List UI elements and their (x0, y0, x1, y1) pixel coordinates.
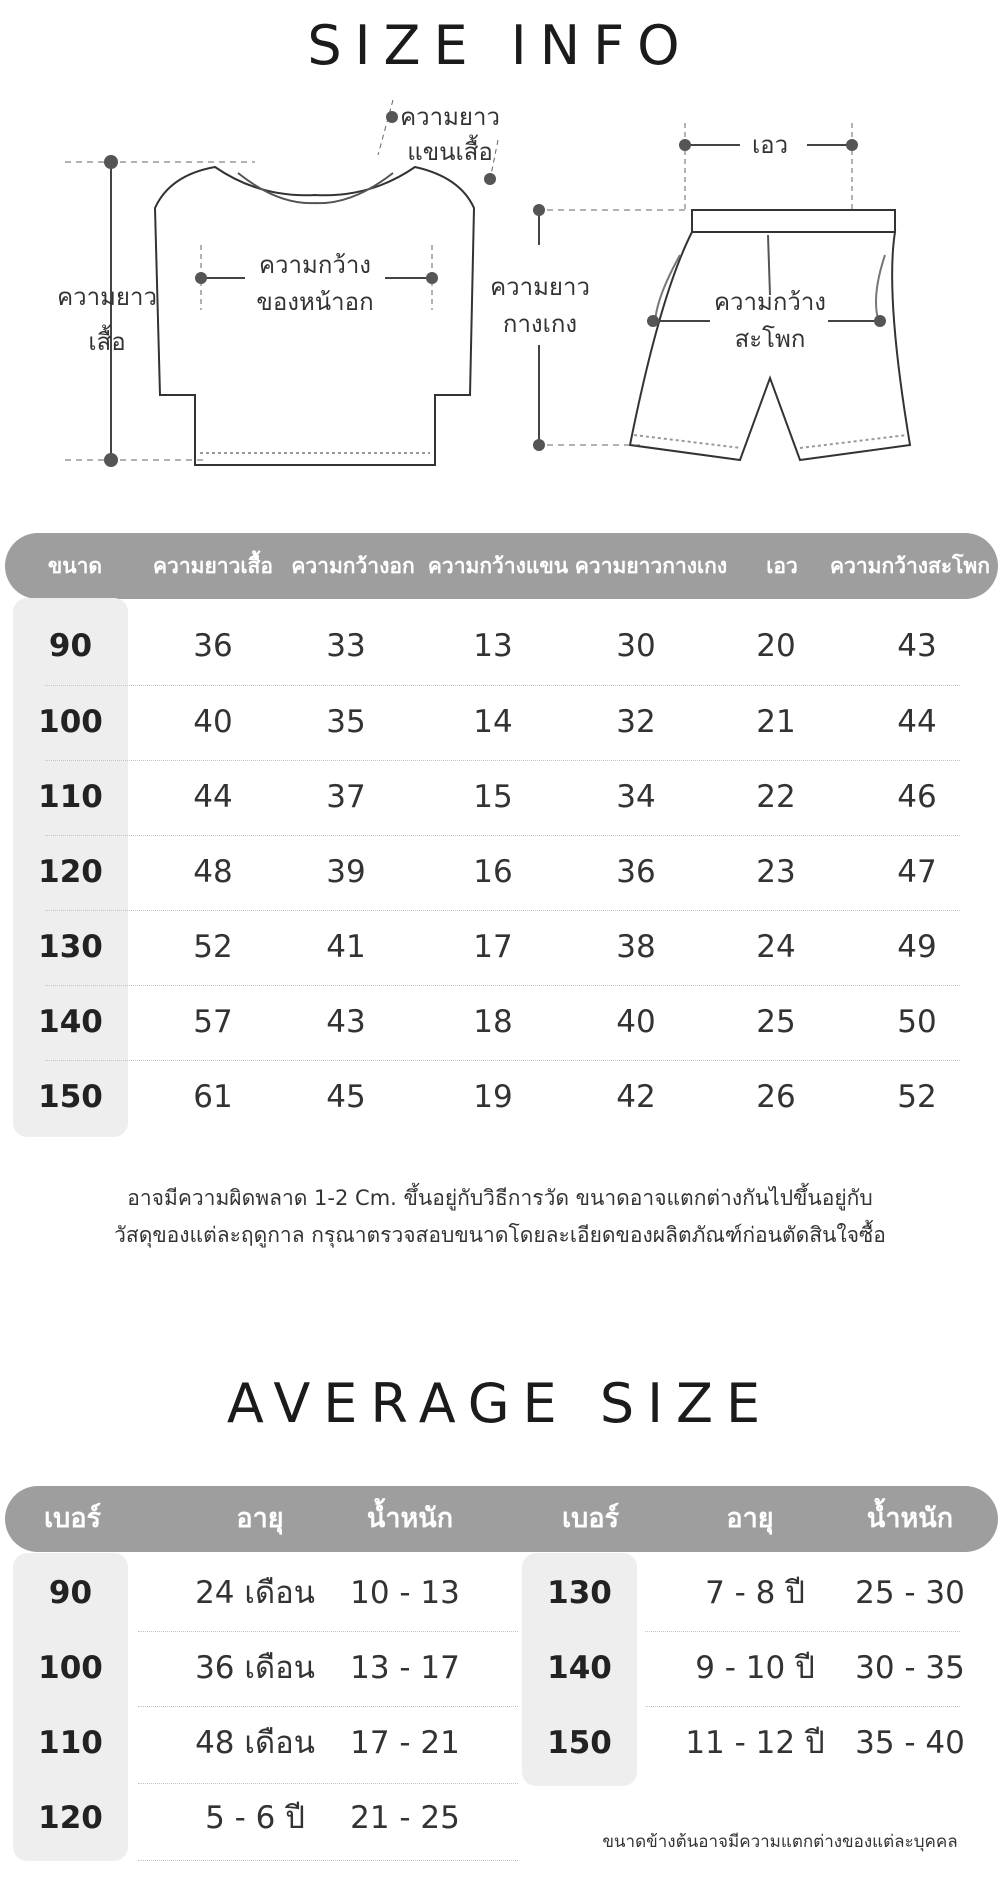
header-number-left: เบอร์ (43, 1503, 102, 1534)
cell-age: 5 - 6 ปี (205, 1800, 305, 1836)
cell-age: 9 - 10 ปี (695, 1650, 815, 1686)
cell-waist: 23 (756, 854, 796, 890)
cell-shirt-length: 40 (193, 704, 233, 740)
cell-size: 100 (38, 704, 103, 740)
cell-sleeve-width: 19 (473, 1079, 513, 1115)
header-weight-left: น้ำหนัก (366, 1503, 454, 1534)
table-row (520, 1706, 1000, 1781)
header-waist: เอว (766, 554, 798, 578)
shirt-illustration (155, 167, 474, 465)
header-pants-length: ความยาวกางเกง (574, 554, 728, 578)
cell-pants-length: 36 (616, 854, 656, 890)
cell-size: 120 (38, 854, 103, 890)
table-row (0, 1060, 1000, 1135)
table-row (0, 985, 1000, 1060)
average-size-title: AVERAGE SIZE (226, 1372, 774, 1435)
hip-width-label-2: สะโพก (734, 325, 806, 353)
waist-label: เอว (751, 131, 789, 159)
cell-size: 150 (38, 1079, 103, 1115)
cell-weight: 10 - 13 (350, 1575, 460, 1611)
cell-shirt-length: 36 (193, 628, 233, 664)
cell-number: 150 (547, 1725, 612, 1761)
cell-waist: 21 (756, 704, 796, 740)
average-size-note: ขนาดข้างต้นอาจมีความแตกต่างของแต่ละบุคคล (602, 1832, 958, 1852)
chest-width-label-1: ความกว้าง (258, 251, 372, 279)
cell-number: 110 (38, 1725, 103, 1761)
header-weight-right: น้ำหนัก (866, 1503, 954, 1534)
header-number-right: เบอร์ (561, 1503, 620, 1534)
table-row (520, 1556, 1000, 1631)
cell-age: 24 เดือน (195, 1575, 315, 1611)
table-row (0, 1706, 520, 1781)
cell-hip-width: 46 (897, 779, 937, 815)
cell-age: 48 เดือน (195, 1725, 315, 1761)
cell-age: 7 - 8 ปี (705, 1575, 805, 1611)
cell-shirt-length: 48 (193, 854, 233, 890)
cell-age: 36 เดือน (195, 1650, 315, 1686)
cell-hip-width: 44 (897, 704, 937, 740)
cell-number: 90 (48, 1575, 93, 1611)
cell-number: 120 (38, 1800, 103, 1836)
table-row (0, 835, 1000, 910)
cell-shirt-length: 52 (193, 929, 233, 965)
cell-waist: 20 (756, 628, 796, 664)
cell-weight: 13 - 17 (350, 1650, 460, 1686)
cell-size: 130 (38, 929, 103, 965)
cell-waist: 26 (756, 1079, 796, 1115)
cell-chest-width: 35 (326, 704, 366, 740)
size-info-title: SIZE INFO (307, 14, 693, 77)
cell-hip-width: 52 (897, 1079, 937, 1115)
cell-shirt-length: 44 (193, 779, 233, 815)
header-shirt-length: ความยาวเสื้อ (153, 554, 273, 578)
cell-hip-width: 49 (897, 929, 937, 965)
pants-length-label-2: กางเกง (502, 310, 578, 338)
header-chest-width: ความกว้างอก (291, 554, 415, 578)
cell-waist: 22 (756, 779, 796, 815)
cell-size: 110 (38, 779, 103, 815)
cell-chest-width: 33 (326, 628, 366, 664)
measurement-note-line-2: วัสดุของแต่ละฤดูกาล กรุณาตรวจสอบขนาดโดยละเอียดของผลิตภัณฑ์ก่อนตัดสินใจซื้อ (114, 1223, 886, 1247)
cell-waist: 24 (756, 929, 796, 965)
cell-age: 11 - 12 ปี (685, 1725, 825, 1761)
cell-pants-length: 42 (616, 1079, 656, 1115)
header-hip-width: ความกว้างสะโพก (830, 554, 990, 578)
cell-sleeve-width: 16 (473, 854, 513, 890)
cell-waist: 25 (756, 1004, 796, 1040)
cell-pants-length: 34 (616, 779, 656, 815)
hip-width-label-1: ความกว้าง (713, 288, 827, 316)
pants-length-label-1: ความยาว (490, 273, 590, 301)
cell-chest-width: 43 (326, 1004, 366, 1040)
header-size: ขนาด (47, 554, 103, 578)
cell-sleeve-width: 17 (473, 929, 513, 965)
sleeve-length-label-1: ความยาว (400, 103, 500, 131)
header-sleeve-width: ความกว้างแขน (427, 554, 569, 578)
row-divider (138, 1860, 518, 1861)
cell-sleeve-width: 15 (473, 779, 513, 815)
cell-pants-length: 30 (616, 628, 656, 664)
cell-hip-width: 43 (897, 628, 937, 664)
header-age-left: อายุ (236, 1503, 284, 1534)
shirt-length-label-2: เสื้อ (88, 328, 126, 356)
table-row (0, 910, 1000, 985)
cell-weight: 21 - 25 (350, 1800, 460, 1836)
cell-hip-width: 50 (897, 1004, 937, 1040)
cell-size: 90 (48, 628, 93, 664)
cell-shirt-length: 61 (193, 1079, 233, 1115)
cell-size: 140 (38, 1004, 103, 1040)
cell-weight: 25 - 30 (855, 1575, 965, 1611)
measurement-diagram (0, 95, 1000, 475)
cell-chest-width: 39 (326, 854, 366, 890)
average-table-header (5, 1486, 998, 1552)
cell-shirt-length: 57 (193, 1004, 233, 1040)
cell-weight: 30 - 35 (855, 1650, 965, 1686)
cell-sleeve-width: 14 (473, 704, 513, 740)
cell-chest-width: 41 (326, 929, 366, 965)
header-age-right: อายุ (726, 1503, 774, 1534)
cell-sleeve-width: 18 (473, 1004, 513, 1040)
cell-hip-width: 47 (897, 854, 937, 890)
cell-number: 130 (547, 1575, 612, 1611)
cell-pants-length: 40 (616, 1004, 656, 1040)
cell-sleeve-width: 13 (473, 628, 513, 664)
cell-weight: 17 - 21 (350, 1725, 460, 1761)
measurement-note-line-1: อาจมีความผิดพลาด 1-2 Cm. ขึ้นอยู่กับวิธีการวัด ขนาดอาจแตกต่างกันไปขึ้นอยู่กับ (127, 1186, 873, 1210)
table-row (520, 1631, 1000, 1706)
cell-number: 140 (547, 1650, 612, 1686)
sleeve-length-label-2: แขนเสื้อ (407, 138, 493, 166)
cell-chest-width: 45 (326, 1079, 366, 1115)
size-table-header (5, 533, 998, 599)
cell-pants-length: 32 (616, 704, 656, 740)
cell-pants-length: 38 (616, 929, 656, 965)
table-row (0, 1556, 520, 1631)
chest-width-label-2: ของหน้าอก (256, 288, 374, 316)
table-row (0, 609, 1000, 684)
shirt-length-label-1: ความยาว (57, 283, 157, 311)
cell-weight: 35 - 40 (855, 1725, 965, 1761)
table-row (0, 685, 1000, 760)
cell-number: 100 (38, 1650, 103, 1686)
table-row (0, 1781, 520, 1856)
table-row (0, 1631, 520, 1706)
table-row (0, 760, 1000, 835)
cell-chest-width: 37 (326, 779, 366, 815)
